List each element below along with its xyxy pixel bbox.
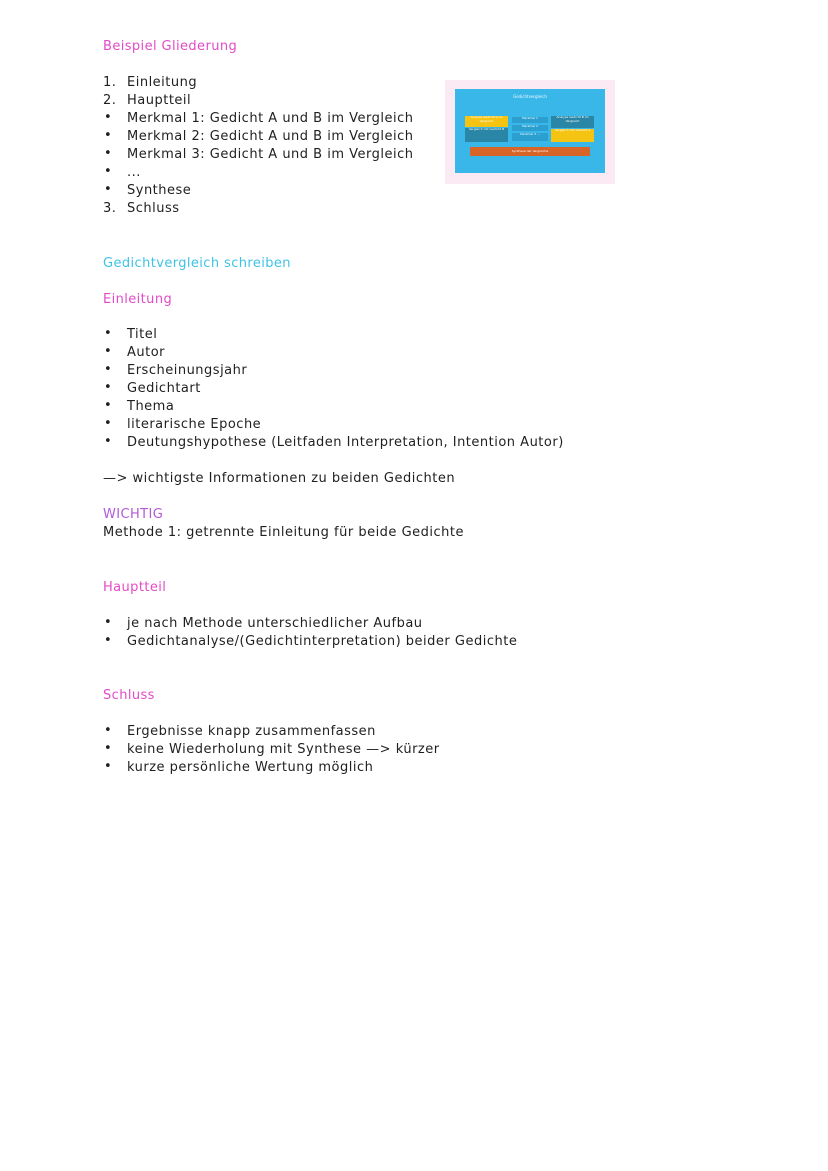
section-title: Gedichtvergleich schreiben <box>103 256 291 271</box>
bullet-icon: • <box>104 723 113 738</box>
list-text: Ergebnisse knapp zusammenfassen <box>127 724 376 739</box>
bullet-icon: • <box>104 615 113 630</box>
list-text: Merkmal 2: Gedicht A und B im Vergleich <box>127 129 414 144</box>
list-text: keine Wiederholung mit Synthese —> kürzer <box>127 742 440 757</box>
bullet-icon: • <box>104 633 113 648</box>
diagram-block-right-bottom: Vergleich mit Gedicht A <box>551 129 594 142</box>
list-text: kurze persönliche Wertung möglich <box>127 760 374 775</box>
bullet-icon: • <box>104 362 113 377</box>
list-text: Hauptteil <box>127 93 192 108</box>
list-marker: 2. <box>103 93 117 108</box>
diagram-synthesis-bar: Synthese der Vergleiche <box>470 147 590 156</box>
bullet-icon: • <box>104 434 113 449</box>
hauptteil-heading: Hauptteil <box>103 580 167 595</box>
bullet-icon: • <box>104 416 113 431</box>
bullet-marker: • <box>104 164 113 179</box>
list-text: Gedichtart <box>127 381 201 396</box>
bullet-icon: • <box>104 741 113 756</box>
list-text: Deutungshypothese (Leitfaden Interpretation, Intention Autor) <box>127 435 564 450</box>
list-marker: 3. <box>103 201 117 216</box>
list-text: Schluss <box>127 201 180 216</box>
list-text: Autor <box>127 345 166 360</box>
list-text: Titel <box>127 327 158 342</box>
outline-title: Beispiel Gliederung <box>103 39 238 54</box>
diagram-thumbnail <box>445 80 615 184</box>
list-text: Erscheinungsjahr <box>127 363 248 378</box>
list-text: Merkmal 1: Gedicht A und B im Vergleich <box>127 111 414 126</box>
diagram-block-left-bottom: Vergleich mit Gedicht B <box>465 128 508 142</box>
diagram-feature-2: Merkmal 2 <box>512 125 548 131</box>
list-text: Einleitung <box>127 75 198 90</box>
schluss-heading: Schluss <box>103 688 155 703</box>
einleitung-heading: Einleitung <box>103 292 173 307</box>
bullet-marker: • <box>104 128 113 143</box>
list-text: je nach Methode unterschiedlicher Aufbau <box>127 616 423 631</box>
important-label: WICHTIG <box>103 507 164 522</box>
list-text: Gedichtanalyse/(Gedichtinterpretation) beider Gedichte <box>127 634 518 649</box>
bullet-marker: • <box>104 182 113 197</box>
diagram-block-right-top: Analyse Gedicht B im Vergleich <box>551 116 594 128</box>
bullet-icon: • <box>104 380 113 395</box>
list-marker: 1. <box>103 75 117 90</box>
diagram-feature-1: Merkmal 1 <box>512 117 548 123</box>
einleitung-note: —> wichtigste Informationen zu beiden Gedichten <box>103 471 456 486</box>
list-text: Merkmal 3: Gedicht A und B im Vergleich <box>127 147 414 162</box>
bullet-icon: • <box>104 344 113 359</box>
diagram-title: Gedichtvergleich <box>513 94 547 99</box>
diagram-canvas <box>455 89 605 173</box>
bullet-marker: • <box>104 110 113 125</box>
list-text: ... <box>127 165 141 180</box>
diagram-block-left-top: Analyse Gedicht A im Vergleich <box>465 116 508 127</box>
bullet-icon: • <box>104 759 113 774</box>
bullet-icon: • <box>104 326 113 341</box>
diagram-feature-3: Merkmal 3 ... <box>512 133 548 141</box>
bullet-icon: • <box>104 398 113 413</box>
method-text: Methode 1: getrennte Einleitung für beide Gedichte <box>103 525 464 540</box>
list-text: literarische Epoche <box>127 417 262 432</box>
bullet-marker: • <box>104 146 113 161</box>
list-text: Thema <box>127 399 175 414</box>
list-text: Synthese <box>127 183 192 198</box>
